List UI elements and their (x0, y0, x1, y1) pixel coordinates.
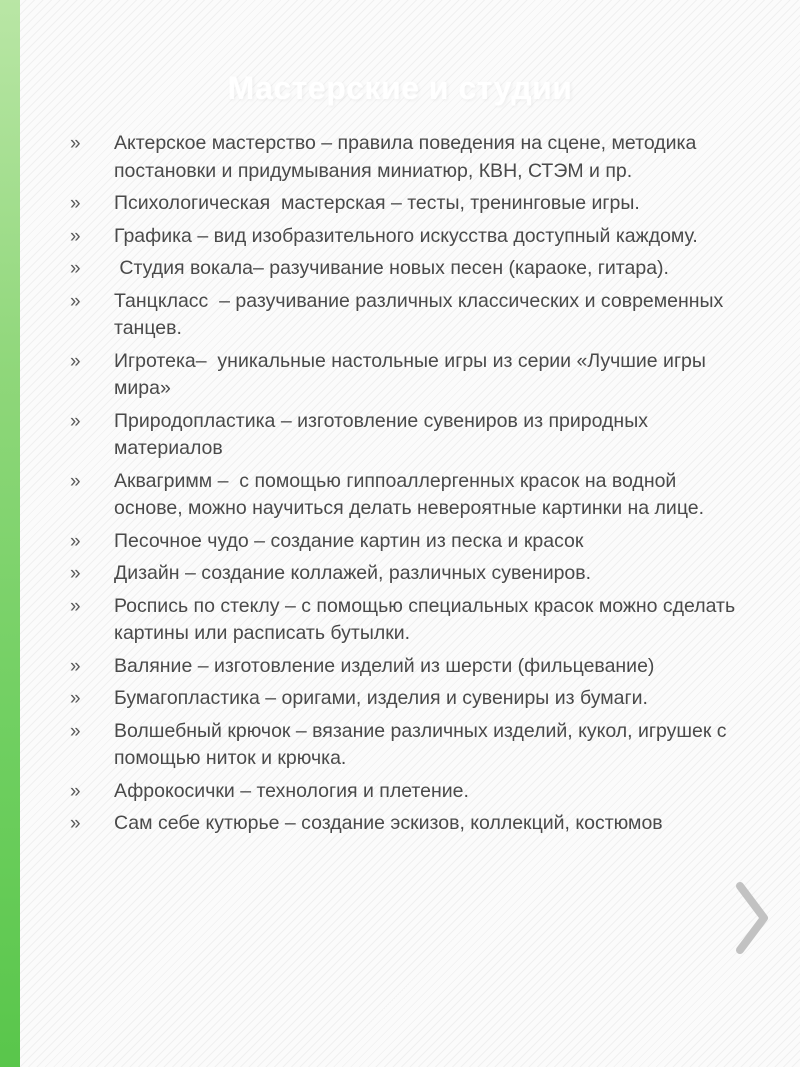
list-item-text: Актерское мастерство – правила поведения на сцене, методика постановки и придумывания миниатюр, КВН, СТЭМ и пр. (114, 132, 702, 182)
list-item (70, 348, 750, 403)
bullet-marker: » (70, 595, 81, 617)
list-item-text: Афрокосички – технология и плетение. (114, 779, 469, 802)
list-item (70, 685, 750, 713)
slide-title: Мастерские и студии (227, 70, 573, 106)
list-item-text: Графика – вид изобразительного искусства доступный каждому. (114, 224, 698, 247)
list-item-text: Психологическая мастерская – тесты, тренинговые игры. (114, 192, 640, 214)
bullet-marker: » (70, 688, 81, 709)
list-item-text: Дизайн – создание коллажей, различных сувениров. (114, 562, 592, 584)
list-item (70, 255, 750, 283)
list-item-text: Валяние – изготовление изделий из шерсти (фильцевание) (114, 654, 655, 677)
bullet-marker: » (70, 350, 81, 372)
list-item (70, 528, 750, 556)
bullet-marker: » (70, 563, 81, 584)
chevron-right-icon (728, 878, 778, 958)
next-slide-button[interactable] (728, 878, 778, 958)
list-item-text: Волшебный крючок – вязание различных изделий, кукол, игрушек с помощью ниток и крючка. (114, 719, 732, 769)
list-item-text: Танцкласс – разучивание различных классических и современных танцев. (114, 289, 729, 339)
bullet-marker: » (70, 133, 81, 154)
accent-bar (0, 0, 20, 1067)
list-item (70, 223, 750, 251)
list-item-text: Бумагопластика – оригами, изделия и сувениры из бумаги. (114, 687, 648, 709)
bullet-marker: » (70, 530, 81, 552)
bullet-marker: » (70, 193, 81, 214)
list-item-text: Студия вокала– разучивание новых песен (караоке, гитара). (114, 257, 669, 279)
list-item (70, 718, 750, 773)
list-item-text: Песочное чудо – создание картин из песка и красок (114, 529, 584, 552)
bullet-marker: » (70, 813, 81, 834)
list-item (70, 190, 750, 218)
bullet-marker: » (70, 290, 81, 312)
list-item (70, 778, 750, 806)
list-item-text: Природопластика – изготовление сувениров из природных материалов (114, 409, 654, 459)
list-item (70, 288, 750, 343)
list-item (70, 810, 750, 838)
list-item (70, 653, 750, 681)
bullet-marker: » (70, 258, 81, 279)
workshop-list (70, 130, 750, 843)
bullet-marker: » (70, 410, 81, 432)
bullet-marker: » (70, 470, 81, 492)
list-item-text: Сам себе кутюрье – создание эскизов, коллекций, костюмов (114, 812, 663, 834)
list-item (70, 408, 750, 463)
bullet-marker: » (70, 780, 81, 802)
bullet-marker: » (70, 655, 81, 677)
bullet-marker: » (70, 225, 81, 247)
list-item-text: Игротека– уникальные настольные игры из серии «Лучшие игры мира» (114, 349, 712, 399)
list-item-text: Роспись по стеклу – с помощью специальных красок можно сделать картины или расписать бутылки. (114, 594, 741, 644)
list-item (70, 593, 750, 648)
list-item-text: Аквагримм – с помощью гиппоаллергенных красок на водной основе, можно научиться делать невероятные картинки на лице. (114, 469, 705, 519)
list-item (70, 130, 750, 185)
list-item (70, 468, 750, 523)
list-item (70, 560, 750, 588)
bullet-marker: » (70, 720, 81, 742)
